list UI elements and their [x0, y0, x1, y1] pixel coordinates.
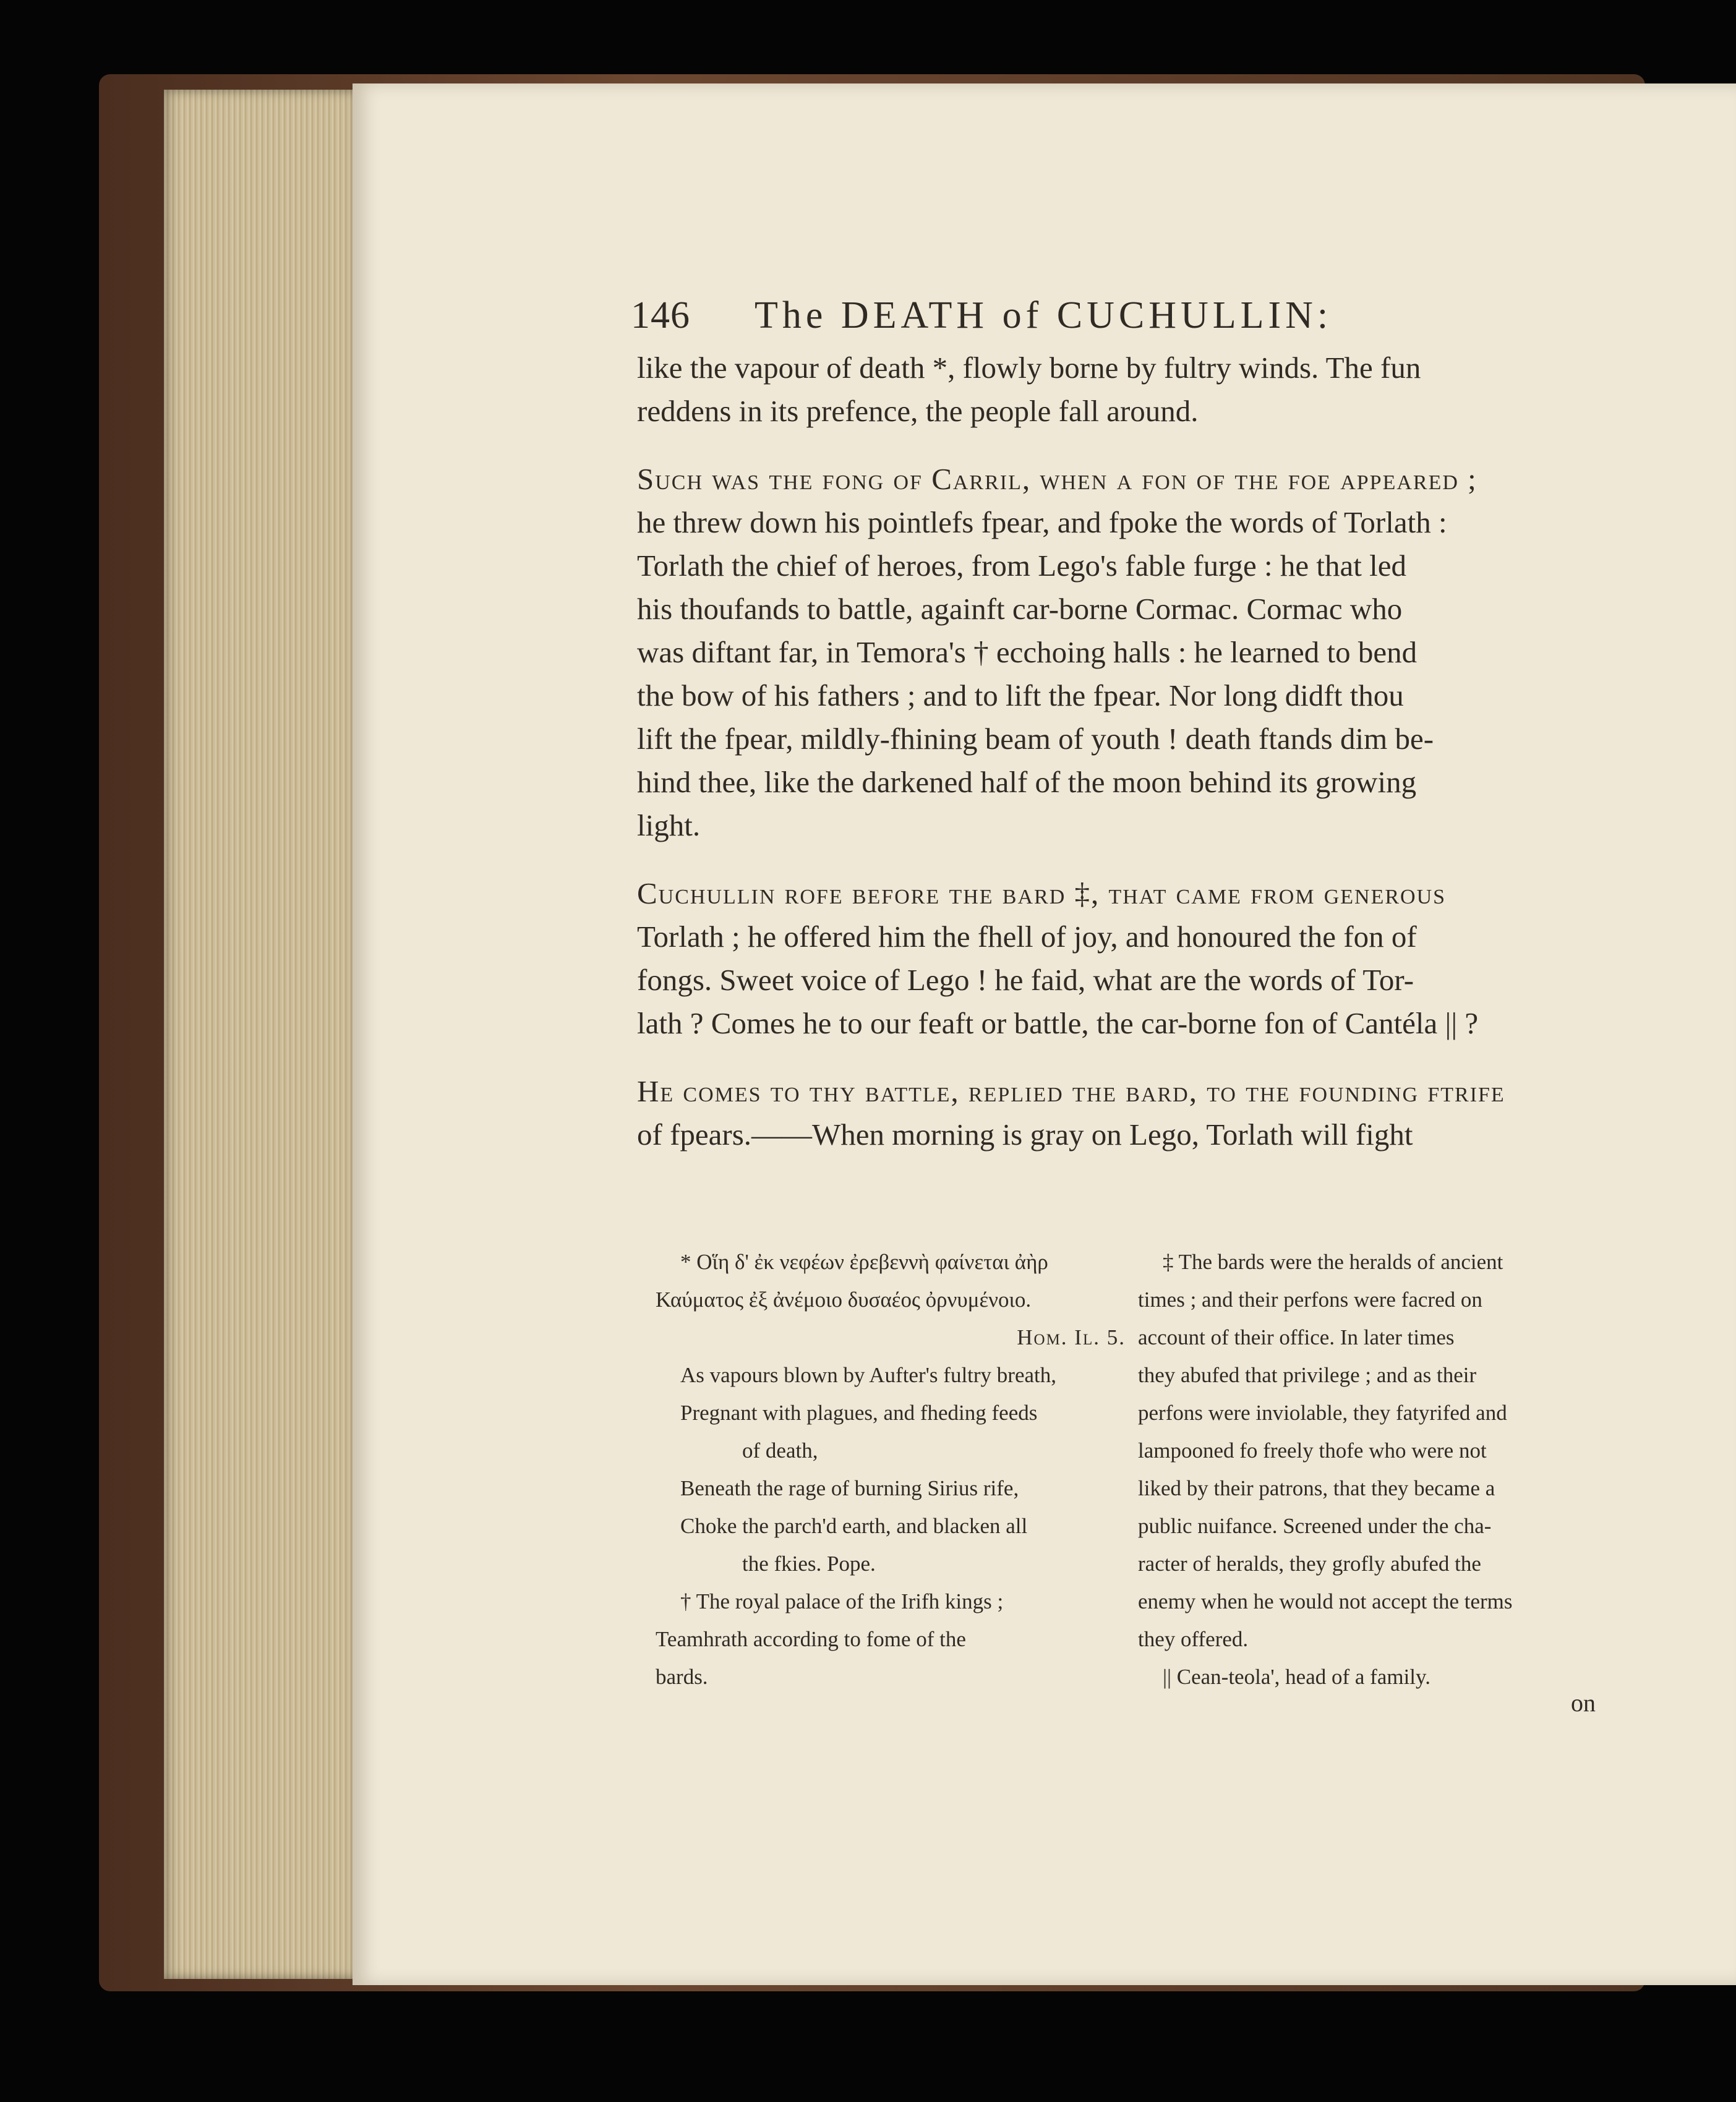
- paragraph-gap: [637, 1045, 1589, 1070]
- page-number: 146: [631, 294, 690, 336]
- page-header: [631, 291, 1460, 340]
- body-line: Torlath the chief of heroes, from Lego's fable furge : he that led: [637, 549, 1406, 583]
- footnote-line: * Οἵη δ' ἐκ νεφέων ἐρεβεννὴ φαίνεται ἀὴρ: [680, 1250, 1048, 1274]
- body-line: lift the fpear, mildly-fhining beam of youth ! death ftands dim be-: [637, 722, 1434, 756]
- body-line: [637, 1070, 1589, 1113]
- body-line-text: Such was the fong of Carril, when a fon of the foe appeared ;: [637, 462, 1477, 496]
- footnote-line: Καύματος ἐξ ἀνέμοιο δυσαέος ὀρνυμένοιο.: [656, 1288, 1032, 1312]
- body-line-text: He comes to thy battle, replied the bard, to the founding ftrife: [637, 1074, 1505, 1108]
- paragraph-gap: [637, 433, 1589, 458]
- body-line: was diftant far, in Temora's † ecchoing halls : he learned to bend: [637, 635, 1417, 669]
- body-line: like the vapour of death *, flowly borne by fultry winds. The fun: [637, 351, 1421, 385]
- footnote-line: Pregnant with plagues, and fheding feeds: [680, 1401, 1038, 1425]
- footnote-line: lampooned fo freely thofe who were not: [1138, 1438, 1487, 1463]
- body-line: of fpears.——When morning is gray on Lego, Torlath will fight: [637, 1117, 1413, 1151]
- footnote-line: || Cean-teola', head of a family.: [1163, 1665, 1431, 1689]
- footnote-line: Teamhrath according to fome of the: [656, 1627, 966, 1651]
- footnote-line: racter of heralds, they grofly abufed the: [1138, 1552, 1481, 1576]
- body-line: light.: [637, 808, 701, 842]
- footnote-line: account of their office. In later times: [1138, 1325, 1455, 1349]
- footnote-line: of death,: [742, 1438, 818, 1463]
- right-footnotes: [1138, 1243, 1608, 1696]
- body-line: he threw down his pointlefs fpear, and fpoke the words of Torlath :: [637, 505, 1447, 539]
- main-text: [637, 346, 1589, 1156]
- body-line: fongs. Sweet voice of Lego ! he faid, what are the words of Tor-: [637, 963, 1414, 997]
- footnote-line: perfons were inviolable, they fatyrifed and: [1138, 1401, 1507, 1425]
- body-line: [637, 872, 1589, 915]
- running-title: The DEATH of CUCHULLIN:: [755, 294, 1333, 336]
- left-footnotes: [656, 1243, 1126, 1696]
- footnote-line: As vapours blown by Aufter's fultry breath,: [680, 1363, 1057, 1387]
- footnote-line: † The royal palace of the Irifh kings ;: [680, 1589, 1004, 1613]
- footnote-line: Hom. Il. 5.: [1017, 1325, 1126, 1349]
- paragraph-gap: [637, 847, 1589, 872]
- footnote-line: ‡ The bards were the heralds of ancient: [1163, 1250, 1503, 1274]
- footnote-line: Beneath the rage of burning Sirius rife,: [680, 1476, 1019, 1500]
- body-line: his thoufands to battle, againft car-borne Cormac. Cormac who: [637, 592, 1403, 626]
- body-line: Torlath ; he offered him the fhell of joy, and honoured the fon of: [637, 920, 1417, 954]
- footnote-line: Choke the parch'd earth, and blacken all: [680, 1514, 1028, 1538]
- footnote-line: liked by their patrons, that they became a: [1138, 1476, 1495, 1500]
- body-line-text: Cuchullin rofe before the bard ‡, that came from generous: [637, 876, 1447, 910]
- footnote-line: they abufed that privilege ; and as their: [1138, 1363, 1477, 1387]
- body-line: lath ? Comes he to our feaft or battle, the car-borne fon of Cantéla || ?: [637, 1006, 1479, 1040]
- body-line: reddens in its prefence, the people fall around.: [637, 394, 1199, 428]
- catchword: on: [1571, 1689, 1596, 1717]
- footnote-line: public nuifance. Screened under the cha-: [1138, 1514, 1492, 1538]
- footnote-line: the fkies. Pope.: [742, 1552, 876, 1576]
- body-line: hind thee, like the darkened half of the moon behind its growing: [637, 765, 1417, 799]
- body-line: [637, 458, 1589, 501]
- body-line: the bow of his fathers ; and to lift the fpear. Nor long didft thou: [637, 678, 1404, 712]
- footnote-line: enemy when he would not accept the terms: [1138, 1589, 1513, 1613]
- footnote-line: they offered.: [1138, 1627, 1249, 1651]
- page-edges: [164, 90, 368, 1979]
- footnote-line: times ; and their perfons were facred on: [1138, 1288, 1482, 1312]
- footnote-line: bards.: [656, 1665, 708, 1689]
